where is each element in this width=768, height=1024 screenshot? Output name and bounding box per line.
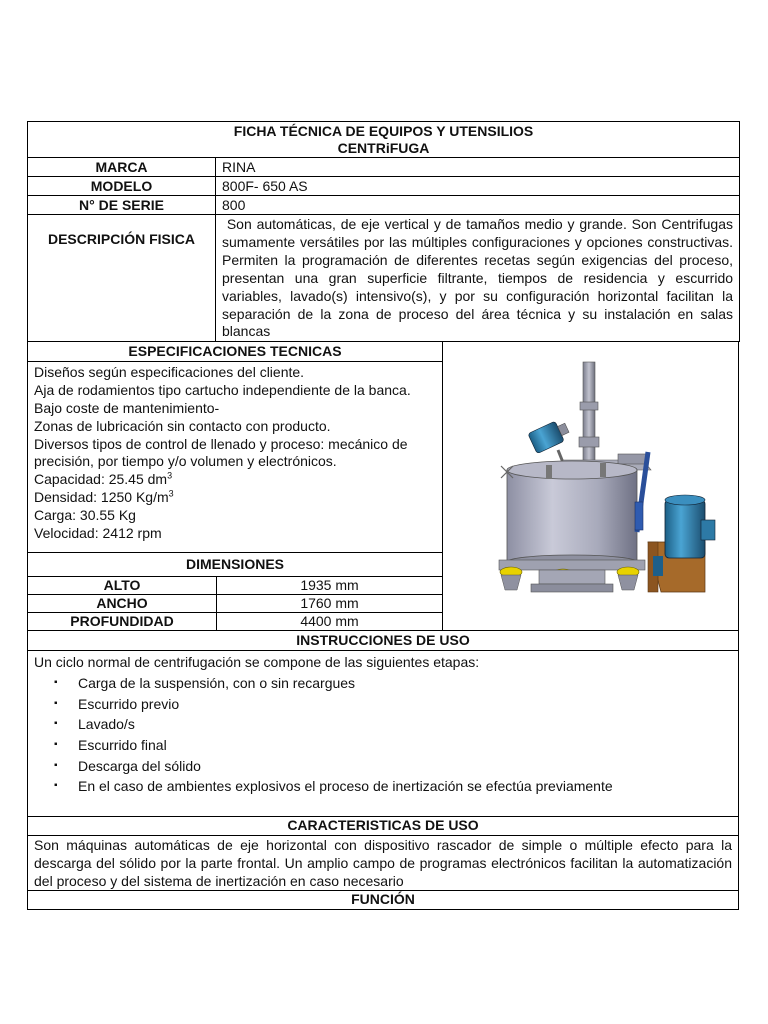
specs-list bbox=[28, 362, 442, 544]
characteristics-text: Son máquinas automáticas de eje horizontal con dispositivo rascador de simple o múltiple efecto para la descarga del sólido por la parte frontal. Un amplio campo de programas electrónicos facilitan la automatización del proceso y del sistema de inertización en caso necesario bbox=[28, 835, 739, 890]
technical-sheet bbox=[27, 121, 739, 910]
title-line-1: FICHA TÉCNICA DE EQUIPOS Y UTENSILIOS bbox=[233, 122, 534, 139]
function-header: FUNCIÓN bbox=[28, 890, 739, 909]
profundidad-label: PROFUNDIDAD bbox=[28, 613, 217, 631]
spec-line-2: Aja de rodamientos tipo cartucho independiente de la banca. bbox=[34, 382, 411, 399]
profundidad-value: 4400 mm bbox=[300, 613, 359, 630]
spec-capacidad bbox=[34, 471, 436, 489]
step-2: ▪ Escurrido previo bbox=[78, 694, 732, 715]
spec-carga: Carga: 30.55 Kg bbox=[34, 506, 136, 523]
dimension-row-ancho bbox=[28, 595, 442, 613]
dimension-row-alto bbox=[28, 577, 442, 595]
modelo-label: MODELO bbox=[28, 177, 216, 196]
step-4: ▪ Escurrido final bbox=[78, 735, 732, 756]
spec-velocidad: Velocidad: 2412 rpm bbox=[34, 524, 162, 541]
capacidad-text: Capacidad: 25.45 dm bbox=[34, 471, 168, 488]
instructions-body bbox=[28, 650, 739, 816]
densidad-text: Densidad: 1250 Kg/m bbox=[34, 488, 169, 505]
marca-value: RINA bbox=[216, 158, 740, 177]
descripcion-label: DESCRIPCIÓN FISICA bbox=[28, 215, 216, 342]
characteristics-header: CARACTERISTICAS DE USO bbox=[28, 816, 739, 835]
spec-line-3: Bajo coste de mantenimiento- bbox=[34, 399, 220, 416]
step-1: ▪ Carga de la suspensión, con o sin recargues bbox=[78, 673, 732, 694]
dimensions-header: DIMENSIONES bbox=[28, 553, 442, 577]
modelo-value: 800F- 650 AS bbox=[216, 177, 740, 196]
step-5: ▪ Descarga del sólido bbox=[78, 756, 732, 777]
dimension-row-profundidad bbox=[28, 613, 442, 631]
sheet-title bbox=[28, 122, 740, 158]
equipment-image-cell bbox=[443, 342, 739, 630]
title-line-2: CENTRiFUGA bbox=[337, 139, 430, 156]
densidad-sup: 3 bbox=[168, 488, 174, 499]
descripcion-value: Son automáticas, de eje vertical y de tamaños medio y grande. Son Centrifugas sumamente versátiles por las múltiples configuraciones y opciones constructivas. Permiten la programación de diferentes recetas según exigencias del proceso, presentan una gran superficie filtrante, tiempos de residencia y escurrido variables, lavado(s) intensivo(s), y por su configuración horizontal facilitan la separación de la zona de proceso del área técnica y su instalación en salas blancas bbox=[216, 215, 740, 342]
instructions-header: INSTRUCCIONES DE USO bbox=[28, 631, 739, 650]
serie-label: N° DE SERIE bbox=[28, 196, 216, 215]
spec-line-1: Diseños según especificaciones del cliente. bbox=[34, 364, 305, 381]
alto-label: ALTO bbox=[28, 577, 217, 594]
specs-header: ESPECIFICACIONES TECNICAS bbox=[28, 342, 442, 362]
instructions-table bbox=[27, 631, 739, 910]
instructions-steps bbox=[34, 673, 732, 797]
specs-section bbox=[27, 342, 739, 631]
dimensions-table bbox=[28, 552, 442, 631]
step-3: ▪ Lavado/s bbox=[78, 714, 732, 735]
header-table bbox=[27, 121, 740, 342]
marca-label: MARCA bbox=[28, 158, 216, 177]
specs-left-column bbox=[28, 342, 443, 630]
spec-densidad bbox=[34, 489, 436, 507]
spec-line-5: Diversos tipos de control de llenado y proceso: mecánico de precisión, por tiempo y/o volumen y electrónicos. bbox=[34, 435, 408, 470]
ancho-value: 1760 mm bbox=[300, 595, 359, 612]
alto-value: 1935 mm bbox=[300, 577, 359, 594]
spec-line-4: Zonas de lubricación sin contacto con producto. bbox=[34, 417, 331, 434]
capacidad-sup: 3 bbox=[167, 470, 173, 481]
step-6: ▪ En el caso de ambientes explosivos el proceso de inertización se efectúa previamente bbox=[78, 776, 732, 797]
centrifuge-illustration bbox=[443, 342, 739, 630]
instructions-intro: Un ciclo normal de centrifugación se compone de las siguientes etapas: bbox=[34, 653, 480, 670]
serie-value: 800 bbox=[216, 196, 740, 215]
ancho-label: ANCHO bbox=[28, 595, 217, 612]
